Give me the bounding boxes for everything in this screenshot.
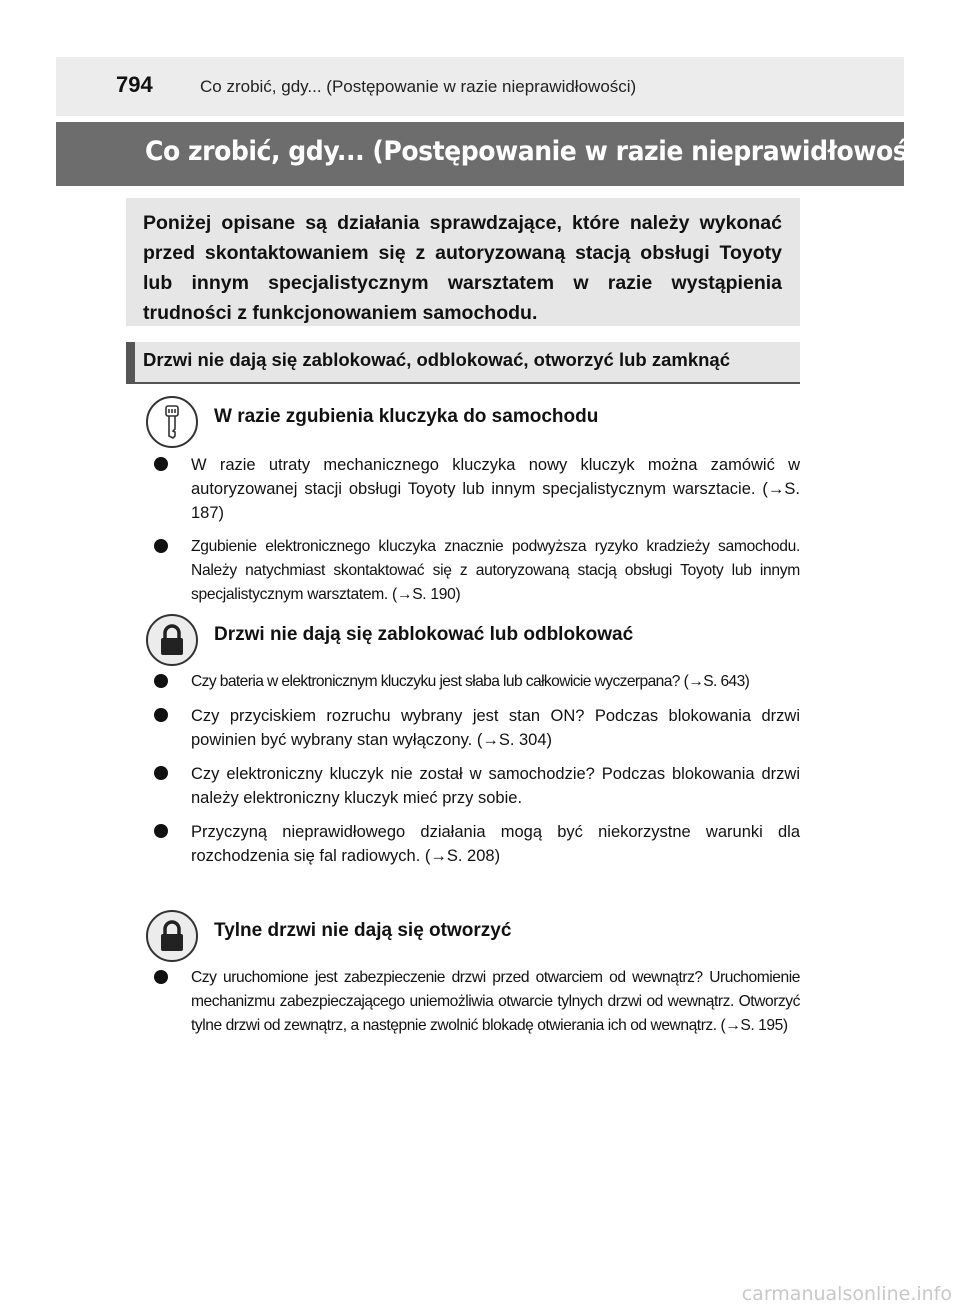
- intro-text: Poniżej opisane są działania sprawdzające, które należy wykonać przed skontaktowaniem się z autoryzowaną stacją obsługi Toyoty lub innym specjalistycznym warsztatem w razie wystąpienia trudności z funkcjonowaniem samochodu.: [143, 212, 782, 324]
- subsection-title: Tylne drzwi nie dają się otworzyć: [214, 920, 512, 941]
- bullet-icon: [154, 970, 168, 984]
- bullet-list: [152, 670, 800, 868]
- bullet-icon: [154, 674, 168, 688]
- chapter-title-bar: [56, 122, 941, 186]
- chapter-title: Co zrobić, gdy... (Postępowanie w razie nieprawidłowości): [145, 136, 941, 167]
- list-item: Czy bateria w elektronicznym kluczyku jest słaba lub całkowicie wyczerpana? (→S. 643): [152, 670, 800, 694]
- key-icon: [146, 396, 198, 448]
- list-item: W razie utraty mechanicznego kluczyka nowy kluczyk można zamówić w autoryzowanej stacji obsługi Toyoty lub innym specjalistycznym warsztacie. (→S. 187): [152, 453, 800, 525]
- running-header-bar: [56, 57, 904, 116]
- bullet-list: [152, 453, 800, 607]
- bullet-icon: [154, 457, 168, 471]
- list-item: Czy przyciskiem rozruchu wybrany jest stan ON? Podczas blokowania drzwi powinien być wybrany stan wyłączony. (→S. 304): [152, 704, 800, 752]
- intro-box: [126, 198, 800, 326]
- section-heading: [126, 342, 800, 384]
- bullet-icon: [154, 766, 168, 780]
- watermark: carmanualsonline.info: [741, 1283, 952, 1305]
- running-header: Co zrobić, gdy... (Postępowanie w razie nieprawidłowości): [200, 77, 637, 96]
- subsection-title: Drzwi nie dają się zablokować lub odblokować: [214, 624, 634, 645]
- page-number: 794: [116, 72, 153, 97]
- bullet-list: [152, 966, 800, 1038]
- bullet-icon: [154, 708, 168, 722]
- list-item: Czy elektroniczny kluczyk nie został w samochodzie? Podczas blokowania drzwi należy elektroniczny kluczyk mieć przy sobie.: [152, 762, 800, 810]
- lock-icon: [146, 910, 198, 962]
- subsection-title: W razie zgubienia kluczyka do samochodu: [214, 406, 599, 427]
- section-title: Drzwi nie dają się zablokować, odblokować, otworzyć lub zamknąć: [143, 349, 731, 370]
- list-item: Czy uruchomione jest zabezpieczenie drzwi przed otwarciem od wewnątrz? Uruchomienie mechanizmu zabezpieczającego uniemożliwia otwarcie tylnych drzwi od wewnątrz. Otworzyć tylne drzwi od zewnątrz, a następnie zwolnić blokadę otwierania ich od wewnątrz. (→S. 195): [152, 966, 800, 1038]
- bullet-icon: [154, 824, 168, 838]
- list-item: Zgubienie elektronicznego kluczyka znacznie podwyższa ryzyko kradzieży samochodu. Należy natychmiast skontaktować się z autoryzowaną stacją obsługi Toyoty lub innym specjalistycznym warsztatem. (→S. 190): [152, 535, 800, 607]
- bullet-icon: [154, 539, 168, 553]
- list-item: Przyczyną nieprawidłowego działania mogą być niekorzystne warunki dla rozchodzenia się fal radiowych. (→S. 208): [152, 820, 800, 868]
- lock-icon: [146, 614, 198, 666]
